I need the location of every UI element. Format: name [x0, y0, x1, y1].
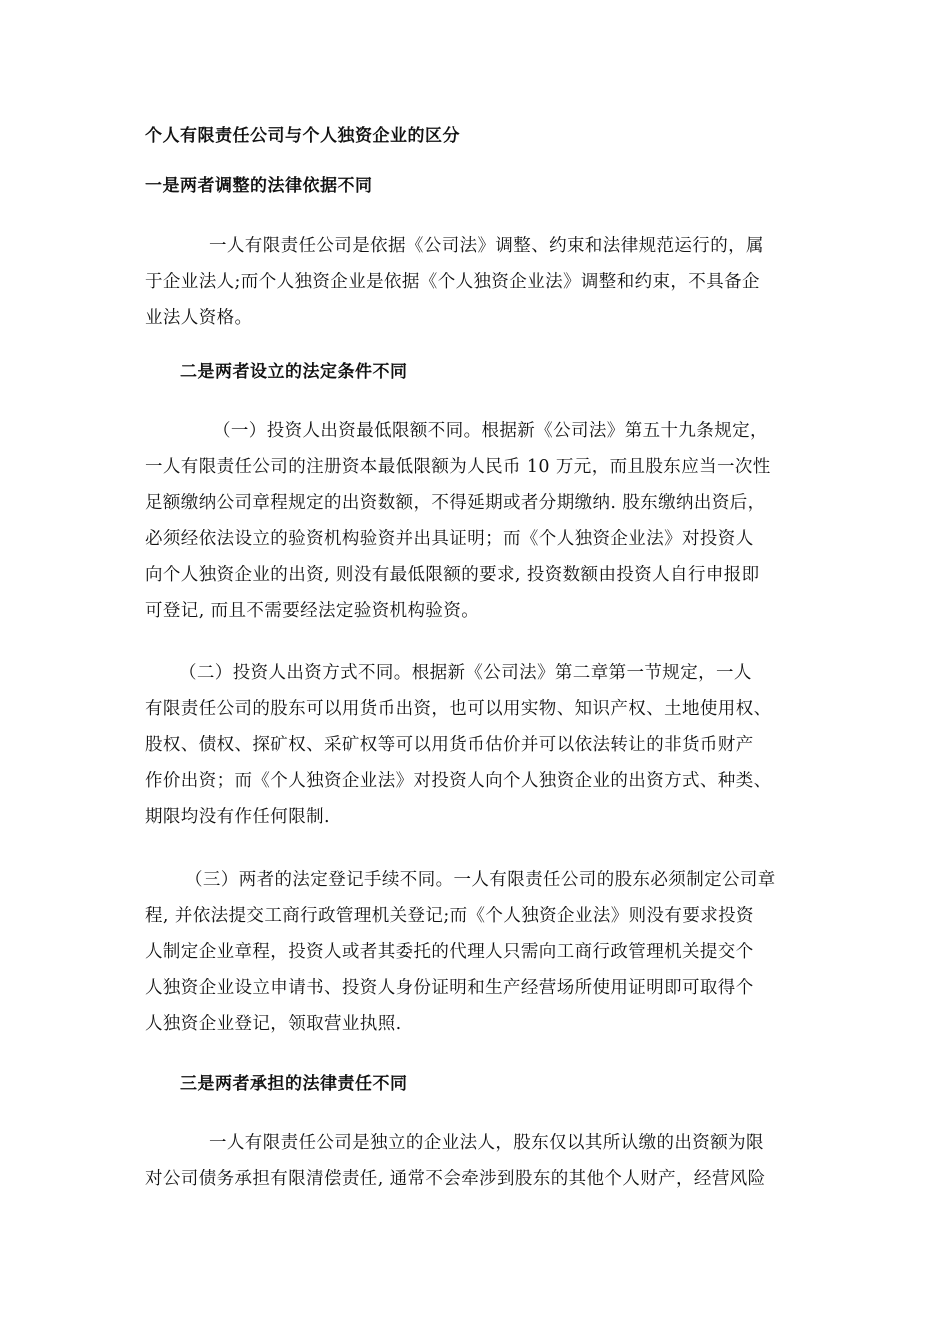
- text-line: 作价出资；而《个人独资企业法》对投资人向个人独资企业的出资方式、种类、: [145, 771, 772, 791]
- text-line: 股权、债权、探矿权、采矿权等可以用货币估价并可以依法转让的非货币财产: [145, 735, 754, 755]
- text-line: 必须经依法设立的验资机构验资并出具证明；而《个人独资企业法》对投资人: [145, 529, 754, 549]
- text-line: 足额缴纳公司章程规定的出资数额，不得延期或者分期缴纳. 股东缴纳出资后，: [145, 493, 766, 513]
- text-line: 一人有限责任公司是依据《公司法》调整、约束和法律规范运行的，属: [209, 236, 764, 256]
- text-line: 一人有限责任公司的注册资本最低限额为人民币 10 万元，而且股东应当一次性: [145, 457, 771, 477]
- text-line: 人独资企业设立申请书、投资人身份证明和生产经营场所使用证明即可取得个: [145, 978, 754, 998]
- text-line: 有限责任公司的股东可以用货币出资，也可以用实物、知识产权、土地使用权、: [145, 699, 772, 719]
- text-line: （二）投资人出资方式不同。根据新《公司法》第二章第一节规定，一人: [179, 663, 752, 683]
- section3-heading: 三是两者承担的法律责任不同: [180, 1074, 408, 1094]
- text-line: 可登记, 而且不需要经法定验资机构验资。: [145, 601, 480, 621]
- text-line: 业法人资格。: [145, 308, 253, 328]
- section2-heading: 二是两者设立的法定条件不同: [180, 362, 408, 382]
- section2-item3-paragraph: [145, 862, 810, 1042]
- section2-item1-paragraph: [145, 413, 810, 629]
- text-line: （一）投资人出资最低限额不同。根据新《公司法》第五十九条规定，: [213, 421, 768, 441]
- section3-paragraph: [145, 1125, 810, 1197]
- text-line: 人独资企业登记，领取营业执照.: [145, 1014, 402, 1034]
- section2-item2-paragraph: [145, 655, 810, 835]
- text-line: 程, 并依法提交工商行政管理机关登记;而《个人独资企业法》则没有要求投资: [145, 906, 754, 926]
- section1-heading: 一是两者调整的法律依据不同: [145, 176, 373, 196]
- section1-paragraph: [145, 228, 810, 336]
- text-line: 人制定企业章程，投资人或者其委托的代理人只需向工商行政管理机关提交个: [145, 942, 754, 962]
- text-line: 期限均没有作任何限制.: [145, 807, 330, 827]
- text-line: 于企业法人;而个人独资企业是依据《个人独资企业法》调整和约束，不具备企: [145, 272, 760, 292]
- text-line: （三）两者的法定登记手续不同。一人有限责任公司的股东必须制定公司章: [185, 870, 776, 890]
- text-line: 向个人独资企业的出资, 则没有最低限额的要求, 投资数额由投资人自行申报即: [145, 565, 760, 585]
- text-line: 一人有限责任公司是独立的企业法人，股东仅以其所认缴的出资额为限: [209, 1133, 764, 1153]
- document-title: 个人有限责任公司与个人独资企业的区分: [145, 126, 460, 146]
- text-line: 对公司债务承担有限清偿责任, 通常不会牵涉到股东的其他个人财产，经营风险: [145, 1169, 766, 1189]
